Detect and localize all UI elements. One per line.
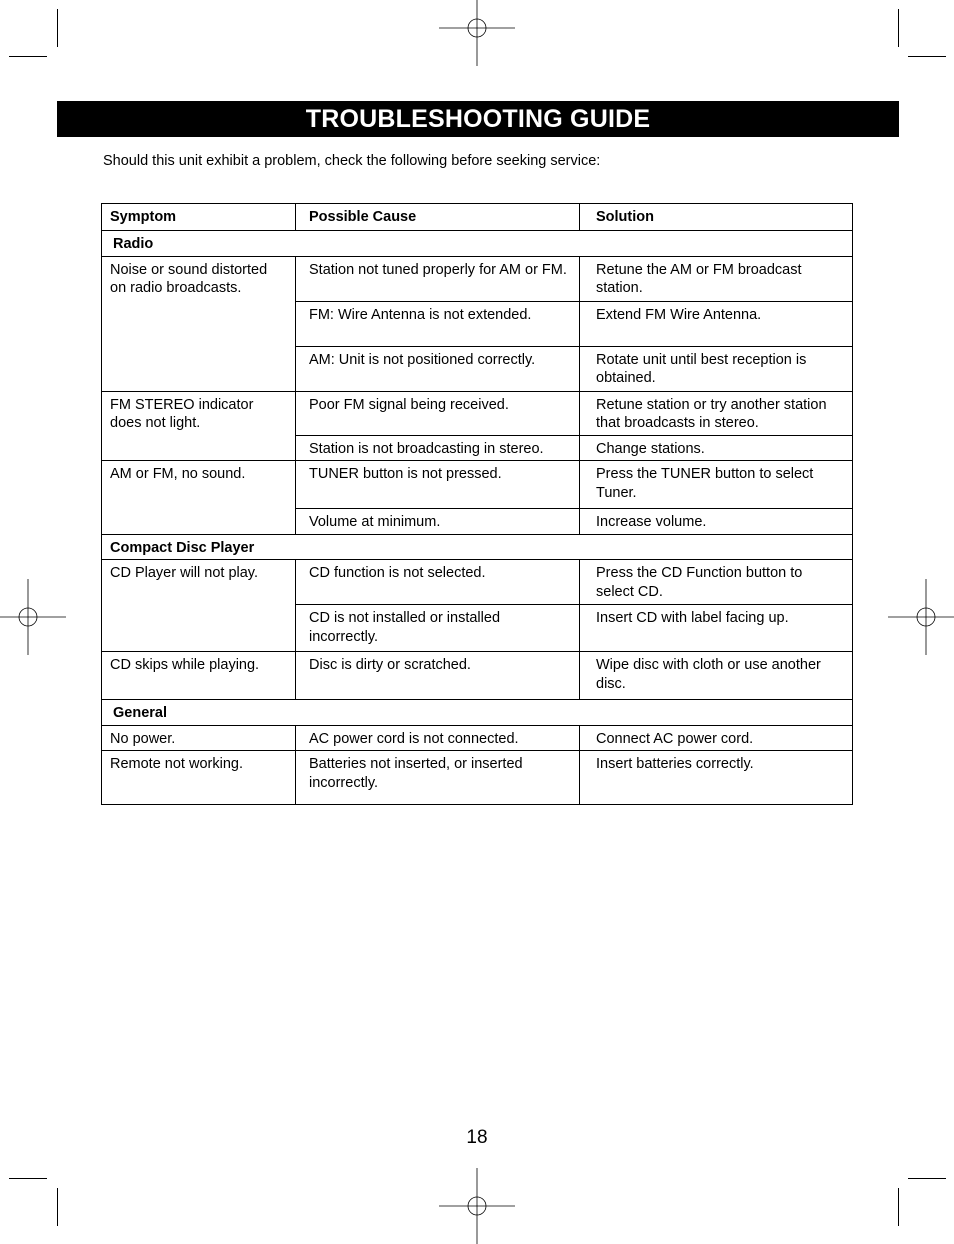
cause-cell: Poor FM signal being received. (296, 391, 580, 435)
symptom-cell: AM or FM, no sound. (102, 461, 296, 535)
table-header-row (102, 204, 853, 231)
symptom-cell: No power. (102, 725, 296, 751)
crop-mark (9, 1178, 47, 1179)
header-solution: Solution (580, 204, 853, 231)
cause-cell: CD is not installed or installed incorrectly. (296, 605, 580, 652)
cause-cell: FM: Wire Antenna is not extended. (296, 301, 580, 346)
solution-cell: Press the CD Function button to select CD. (580, 560, 853, 605)
solution-cell: Wipe disc with cloth or use another disc. (580, 652, 853, 700)
cause-cell: Station is not broadcasting in stereo. (296, 435, 580, 461)
solution-cell: Rotate unit until best reception is obtained. (580, 346, 853, 391)
crop-mark (9, 56, 47, 57)
cause-cell: TUNER button is not pressed. (296, 461, 580, 509)
page-number: 18 (466, 1127, 488, 1148)
table-row (102, 652, 853, 700)
crop-mark (898, 9, 899, 47)
section-row-compact-disc (102, 534, 853, 560)
crop-mark (57, 9, 58, 47)
table-row (102, 751, 853, 805)
solution-cell: Extend FM Wire Antenna. (580, 301, 853, 346)
cause-cell: Batteries not inserted, or inserted incorrectly. (296, 751, 580, 805)
symptom-cell: CD skips while playing. (102, 652, 296, 700)
solution-cell: Insert batteries correctly. (580, 751, 853, 805)
symptom-cell: FM STEREO indicator does not light. (102, 391, 296, 461)
solution-cell: Connect AC power cord. (580, 725, 853, 751)
solution-cell: Insert CD with label facing up. (580, 605, 853, 652)
solution-cell: Press the TUNER button to select Tuner. (580, 461, 853, 509)
cause-cell: Station not tuned properly for AM or FM. (296, 256, 580, 301)
header-possible-cause: Possible Cause (296, 204, 580, 231)
symptom-cell: Noise or sound distorted on radio broadcasts. (102, 256, 296, 391)
cause-cell: CD function is not selected. (296, 560, 580, 605)
section-row-general (102, 700, 853, 726)
solution-cell: Retune station or try another station that broadcasts in stereo. (580, 391, 853, 435)
crop-mark (57, 1188, 58, 1226)
table-row (102, 391, 853, 435)
section-row-radio (102, 231, 853, 257)
crop-mark (908, 56, 946, 57)
symptom-cell: CD Player will not play. (102, 560, 296, 652)
cause-cell: Disc is dirty or scratched. (296, 652, 580, 700)
cause-cell: AC power cord is not connected. (296, 725, 580, 751)
cause-cell: Volume at minimum. (296, 509, 580, 535)
section-title: Radio (102, 231, 853, 257)
registration-mark-right (888, 579, 954, 655)
registration-mark-bottom (439, 1168, 515, 1244)
crop-mark (898, 1188, 899, 1226)
symptom-cell: Remote not working. (102, 751, 296, 805)
registration-mark-top (439, 0, 515, 66)
cause-cell: AM: Unit is not positioned correctly. (296, 346, 580, 391)
table-row (102, 725, 853, 751)
intro-text: Should this unit exhibit a problem, check the following before seeking service: (103, 153, 601, 169)
table-row (102, 560, 853, 605)
registration-mark-left (0, 579, 66, 655)
section-title: General (102, 700, 853, 726)
solution-cell: Retune the AM or FM broadcast station. (580, 256, 853, 301)
table-row (102, 461, 853, 509)
table-row (102, 256, 853, 301)
solution-cell: Increase volume. (580, 509, 853, 535)
section-title: Compact Disc Player (102, 534, 853, 560)
solution-cell: Change stations. (580, 435, 853, 461)
crop-mark (908, 1178, 946, 1179)
troubleshooting-table (101, 203, 853, 805)
header-symptom: Symptom (102, 204, 296, 231)
page-title: TROUBLESHOOTING GUIDE (57, 101, 899, 137)
